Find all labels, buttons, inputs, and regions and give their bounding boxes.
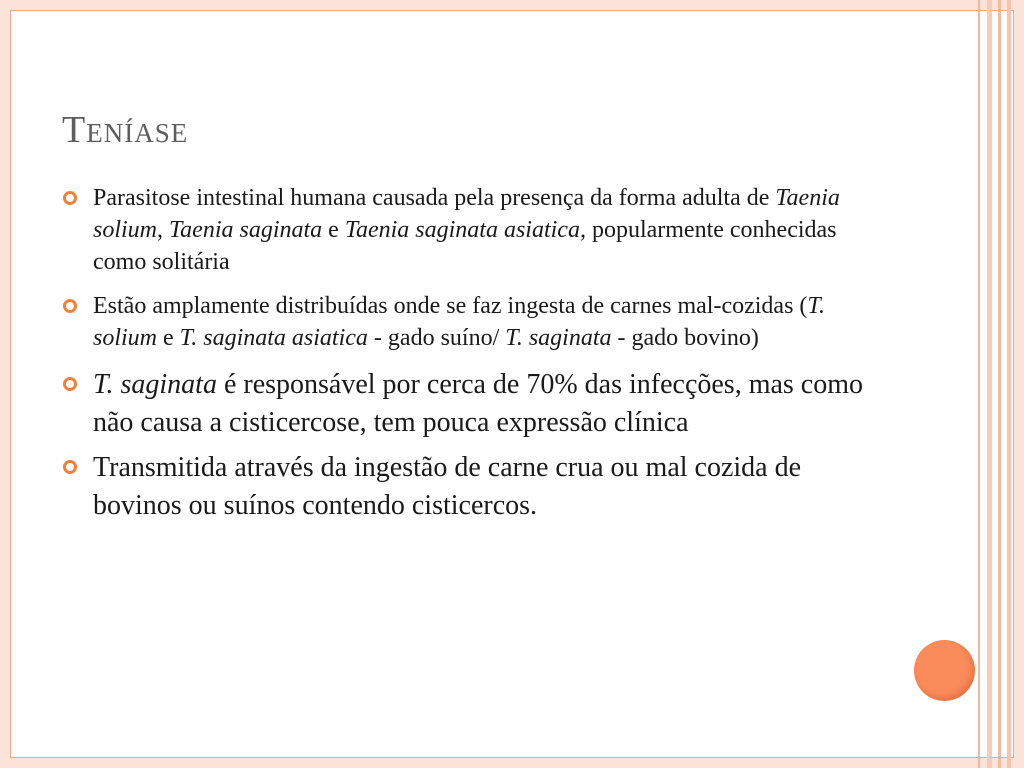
bullet-text xyxy=(93,293,825,351)
italic-text-run: T. saginata asiatica xyxy=(179,325,368,351)
decorative-orange-circle xyxy=(914,640,975,701)
bullet-item xyxy=(62,290,892,354)
italic-text-run: Taenia saginata asiatica, xyxy=(344,217,586,243)
bullet-circle-icon xyxy=(63,460,77,474)
slide-title: Teníase xyxy=(62,109,189,151)
bullet-item xyxy=(62,182,892,278)
bullet-item xyxy=(62,449,892,525)
italic-text-run: T. saginata xyxy=(93,369,217,400)
bullet-circle-icon xyxy=(63,377,77,391)
text-run: e xyxy=(322,217,345,243)
italic-text-run: T. saginata xyxy=(505,325,612,351)
text-run: é responsável por cerca de 70% das infecções, mas como não causa a cisticercose, tem pouca expressão clínica xyxy=(93,369,864,438)
text-run: Transmitida através da ingestão de carne crua ou mal cozida de bovinos ou suínos contendo cisticercos. xyxy=(93,452,802,521)
italic-text-run: T. solium xyxy=(93,293,825,351)
decorative-stripe xyxy=(1007,0,1011,768)
text-run: , xyxy=(157,217,170,243)
italic-text-run: Taenia solium xyxy=(93,185,840,243)
bullet-circle-icon xyxy=(63,191,77,205)
text-run: - gado suíno/ xyxy=(367,325,506,351)
text-run: Estão amplamente distribuídas onde se faz ingesta de carnes mal-cozidas ( xyxy=(93,293,808,319)
bullet-text xyxy=(93,369,863,438)
text-run: - gado bovino) xyxy=(611,325,759,351)
bullet-list xyxy=(62,182,892,532)
text-run: Parasitose intestinal humana causada pela presença da forma adulta de xyxy=(93,185,776,211)
italic-text-run: Taenia saginata xyxy=(169,217,323,243)
decorative-stripe xyxy=(987,0,992,768)
decorative-stripe xyxy=(998,0,1001,768)
bullet-text xyxy=(93,185,840,275)
decorative-stripe xyxy=(978,0,980,768)
text-run: popularmente conhecidas como solitária xyxy=(93,217,837,275)
bullet-item xyxy=(62,366,892,442)
bullet-circle-icon xyxy=(63,299,77,313)
text-run: e xyxy=(157,325,180,351)
bullet-text xyxy=(93,452,801,521)
